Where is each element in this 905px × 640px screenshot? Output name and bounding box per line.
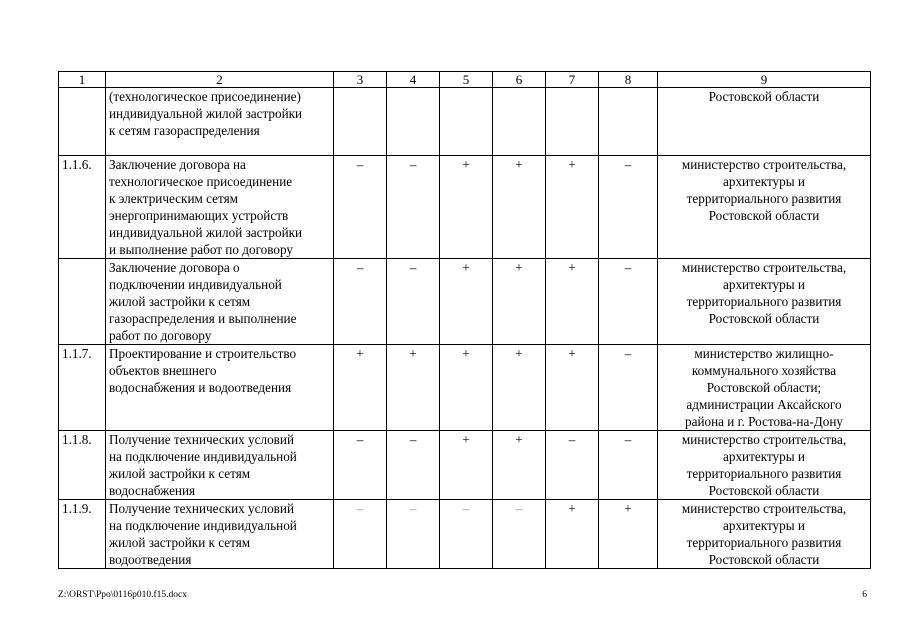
row-number: 1.1.7. <box>59 345 106 431</box>
header-col-4: 4 <box>387 72 440 88</box>
row-description: Заключение договора о подключении индивидуальной жилой застройки к сетям газораспределения и выполнение работ по договору <box>106 259 334 345</box>
header-col-7: 7 <box>546 72 599 88</box>
header-col-6: 6 <box>493 72 546 88</box>
row-mark-c8: – <box>599 156 658 259</box>
row-mark-c7 <box>546 88 599 156</box>
row-responsible: Ростовской области <box>658 88 871 156</box>
row-mark-c5: + <box>440 345 493 431</box>
table-row <box>59 345 871 431</box>
row-responsible: министерство строительства, архитектуры и территориального развития Ростовской области <box>658 259 871 345</box>
row-mark-c3: – <box>334 259 387 345</box>
row-description: Получение технических условий на подключение индивидуальной жилой застройки к сетям водоснабжения <box>106 431 334 500</box>
table-row <box>59 500 871 569</box>
row-number <box>59 259 106 345</box>
row-mark-c5: – <box>440 500 493 569</box>
row-responsible: министерство строительства, архитектуры и территориального развития Ростовской области <box>658 156 871 259</box>
header-col-9: 9 <box>658 72 871 88</box>
table-row <box>59 156 871 259</box>
row-mark-c7: + <box>546 500 599 569</box>
row-description: Заключение договора на технологическое присоединение к электрическим сетям энергопринимающих устройств индивидуальной жилой застройки и выполнение работ по договору <box>106 156 334 259</box>
row-mark-c8: – <box>599 259 658 345</box>
footer-file-path: Z:\ORST\Ppo\0116p010.f15.docx <box>58 590 187 600</box>
row-mark-c6: + <box>493 431 546 500</box>
row-mark-c4 <box>387 88 440 156</box>
row-number <box>59 88 106 156</box>
row-mark-c3 <box>334 88 387 156</box>
row-responsible: министерство жилищно- коммунального хозяйства Ростовской области; администрации Аксайского района и г. Ростова-на-Дону <box>658 345 871 431</box>
row-mark-c8 <box>599 88 658 156</box>
row-mark-c8: – <box>599 345 658 431</box>
table-row <box>59 259 871 345</box>
row-mark-c3: – <box>334 156 387 259</box>
row-mark-c4: – <box>387 431 440 500</box>
row-mark-c6 <box>493 88 546 156</box>
header-row <box>59 72 871 88</box>
row-mark-c6: + <box>493 259 546 345</box>
table-row <box>59 88 871 156</box>
row-number: 1.1.6. <box>59 156 106 259</box>
row-mark-c4: + <box>387 345 440 431</box>
row-mark-c6: + <box>493 156 546 259</box>
footer-page-number: 6 <box>862 590 867 600</box>
row-mark-c3: + <box>334 345 387 431</box>
row-responsible: министерство строительства, архитектуры и территориального развития Ростовской области <box>658 500 871 569</box>
row-mark-c4: – <box>387 500 440 569</box>
header-col-3: 3 <box>334 72 387 88</box>
row-mark-c7: + <box>546 345 599 431</box>
row-mark-c3: – <box>334 500 387 569</box>
row-mark-c5: + <box>440 156 493 259</box>
row-mark-c3: – <box>334 431 387 500</box>
row-mark-c7: + <box>546 259 599 345</box>
header-col-5: 5 <box>440 72 493 88</box>
header-col-8: 8 <box>599 72 658 88</box>
row-mark-c5 <box>440 88 493 156</box>
row-description: (технологическое присоединение) индивидуальной жилой застройки к сетям газораспределения <box>106 88 334 156</box>
header-col-2: 2 <box>106 72 334 88</box>
row-mark-c5: + <box>440 431 493 500</box>
row-description: Получение технических условий на подключение индивидуальной жилой застройки к сетям водоотведения <box>106 500 334 569</box>
row-mark-c7: – <box>546 431 599 500</box>
row-mark-c8: – <box>599 431 658 500</box>
row-mark-c5: + <box>440 259 493 345</box>
row-responsible: министерство строительства, архитектуры и территориального развития Ростовской области <box>658 431 871 500</box>
measures-table <box>58 71 871 569</box>
row-number: 1.1.9. <box>59 500 106 569</box>
row-mark-c4: – <box>387 156 440 259</box>
row-number: 1.1.8. <box>59 431 106 500</box>
table-row <box>59 431 871 500</box>
row-mark-c4: – <box>387 259 440 345</box>
header-col-1: 1 <box>59 72 106 88</box>
row-description: Проектирование и строительство объектов внешнего водоснабжения и водоотведения <box>106 345 334 431</box>
row-mark-c6: + <box>493 345 546 431</box>
row-mark-c7: + <box>546 156 599 259</box>
row-mark-c6: – <box>493 500 546 569</box>
row-mark-c8: + <box>599 500 658 569</box>
